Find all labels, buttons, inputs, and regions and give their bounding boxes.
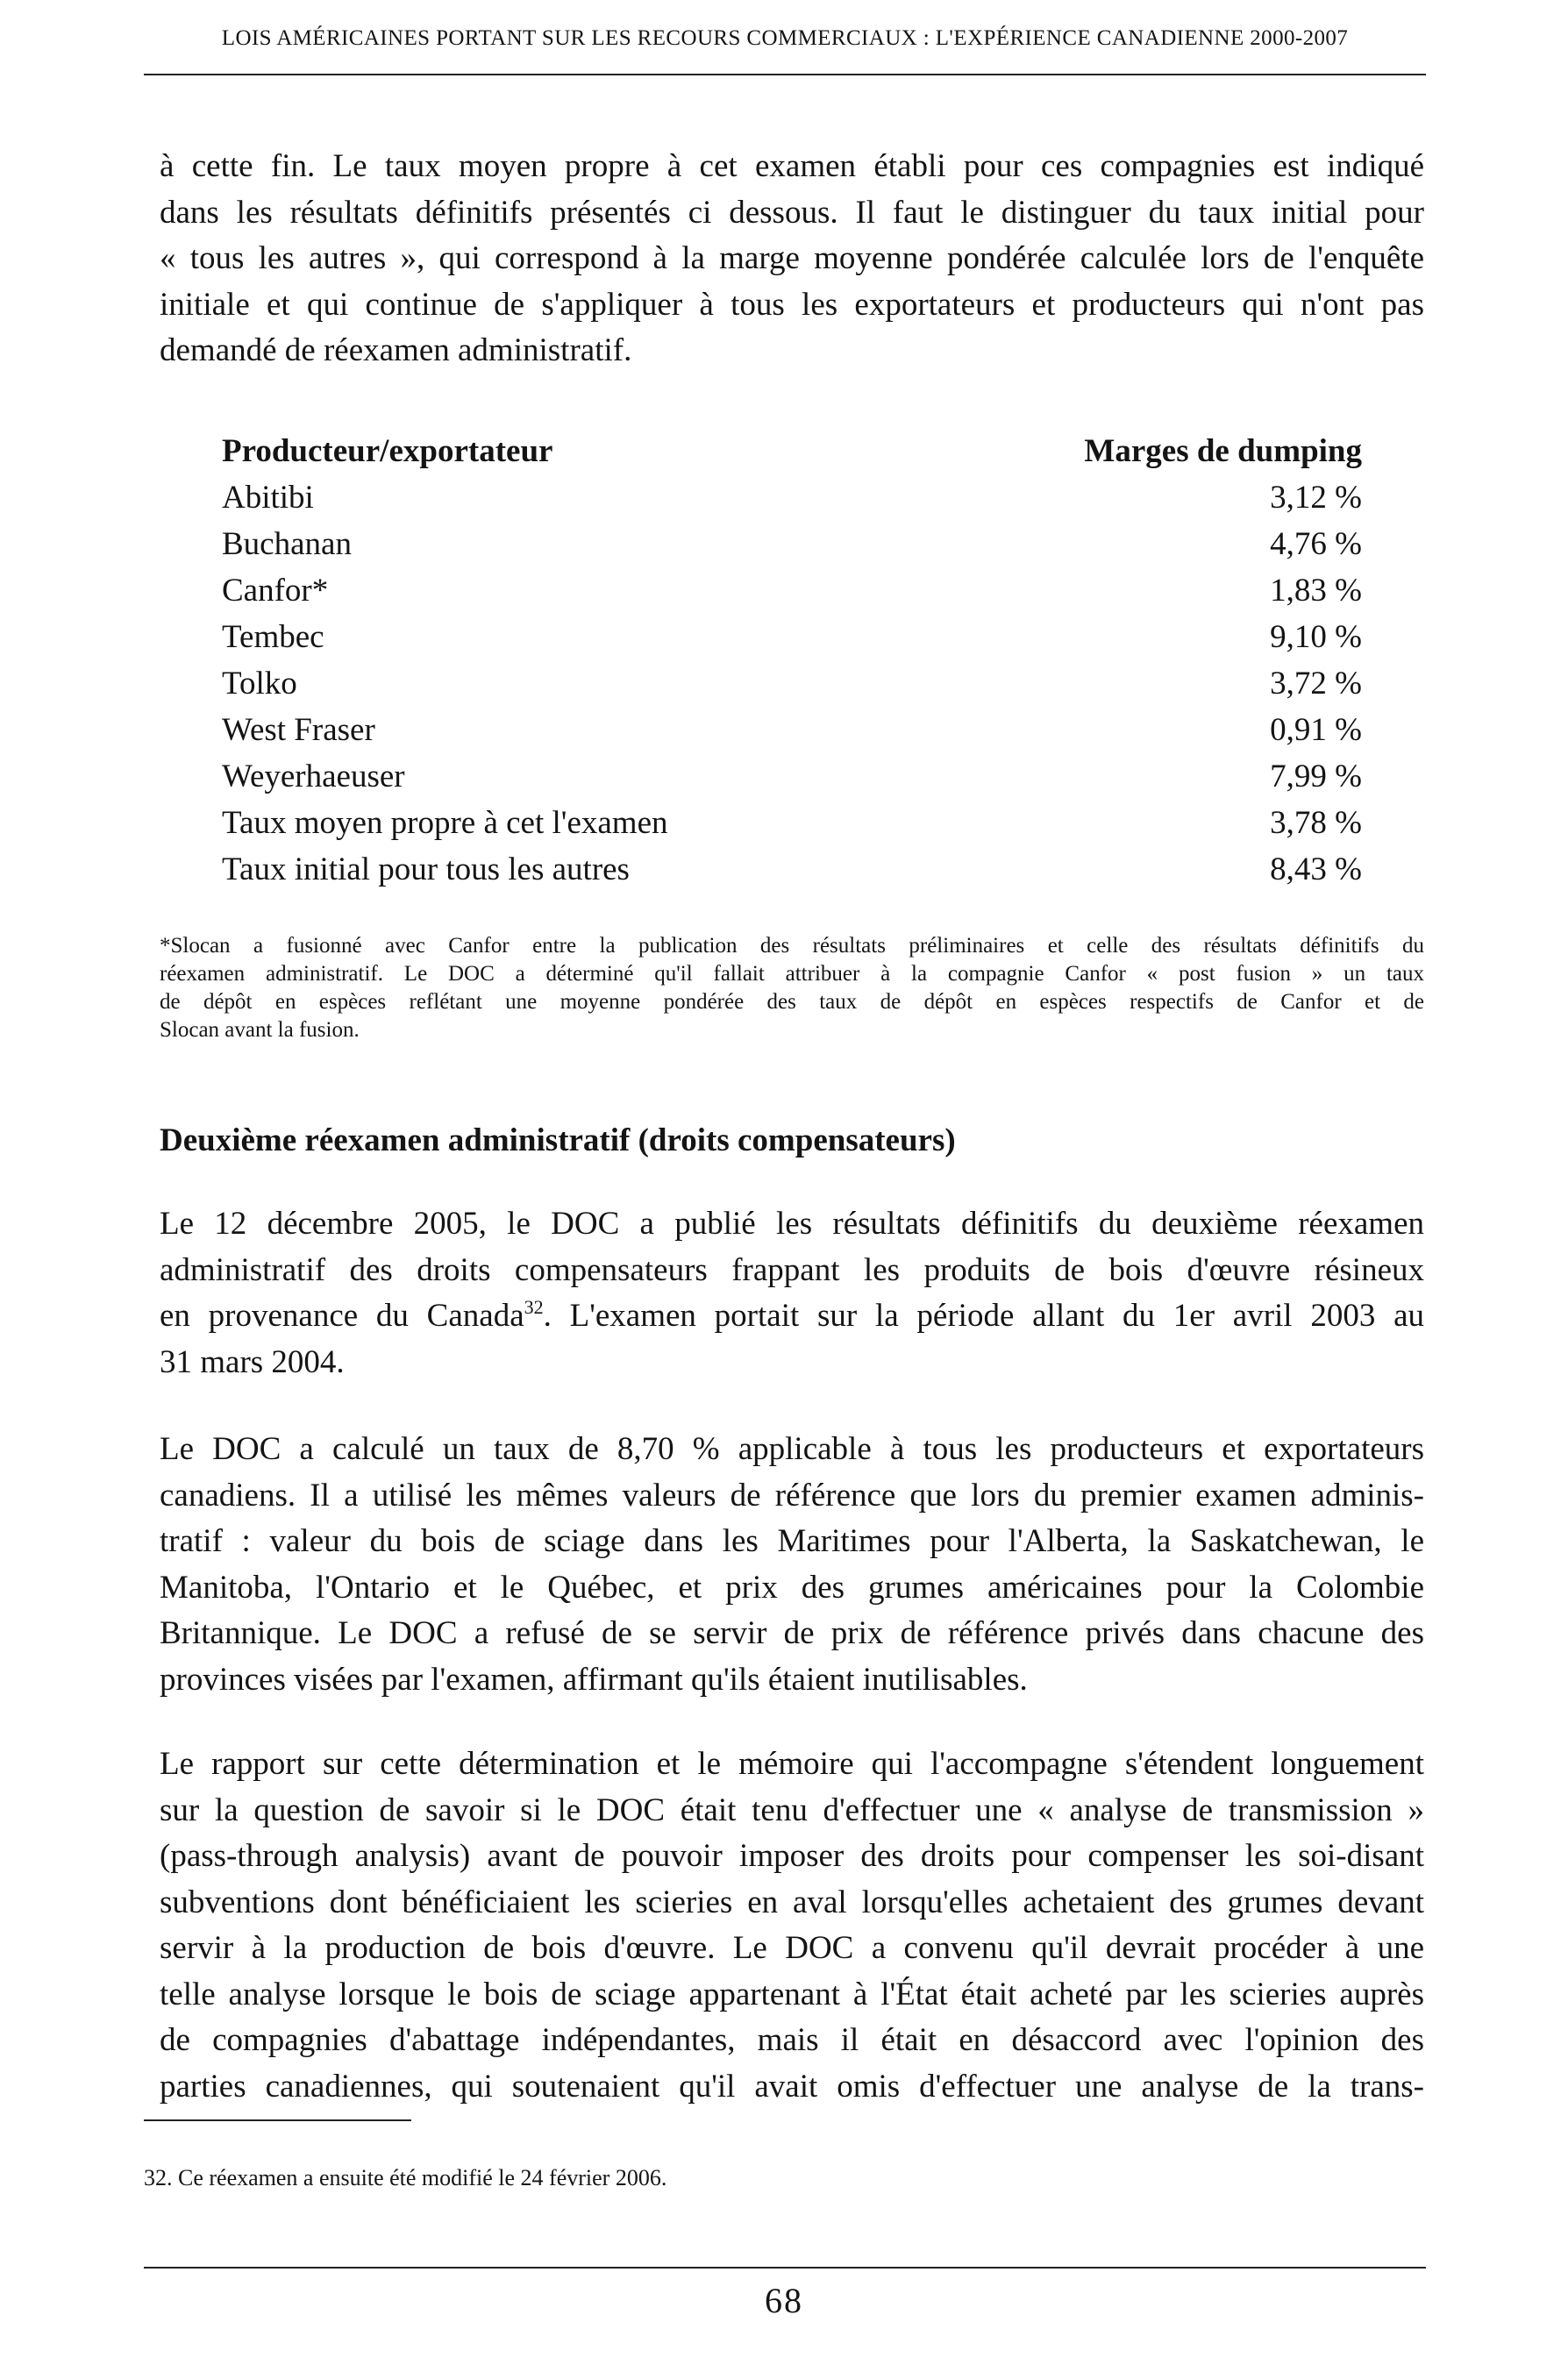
table-row (222, 800, 1362, 846)
producer-name: Weyerhaeuser (222, 759, 405, 794)
paragraph-line: dans les résultats définitifs présentés ci dessous. Il faut le distinguer du taux initial pour (160, 194, 1424, 231)
text-run: en provenance du Canada (160, 1298, 524, 1334)
note-line: réexamen administratif. Le DOC a déterminé qu'il fallait attribuer à la compagnie Canfor « post fusion » un taux (160, 962, 1424, 986)
note-line: de dépôt en espèces reflétant une moyenne pondérée des taux de dépôt en espèces respectifs de Canfor et de (160, 990, 1424, 1014)
column-header-margin: Marges de dumping (1084, 433, 1362, 469)
producer-name: Abitibi (222, 480, 314, 516)
dumping-margin: 3,78 % (1270, 805, 1362, 841)
table-header-row (222, 428, 1362, 474)
paragraph-line: Le DOC a calculé un taux de 8,70 % applicable à tous les producteurs et exportateurs (160, 1431, 1424, 1467)
section-heading: Deuxième réexamen administratif (droits compensateurs) (160, 1122, 956, 1158)
table-row (222, 567, 1362, 614)
page-bottom-rule (144, 2267, 1426, 2269)
paragraph-line: administratif des droits compensateurs frappant les produits de bois d'œuvre résineux (160, 1251, 1424, 1288)
intro-paragraph (160, 144, 1424, 374)
paragraph-line: initiale et qui continue de s'appliquer à tous les exportateurs et producteurs qui n'ont pas (160, 286, 1424, 323)
paragraph-line: à cette fin. Le taux moyen propre à cet examen établi pour ces compagnies est indiqué (160, 148, 1424, 184)
paragraph-line: (pass-through analysis) avant de pouvoir imposer des droits pour compenser les soi-disant (160, 1838, 1424, 1874)
text-run: . L'examen portait sur la période allant du 1er avril 2003 au (543, 1298, 1424, 1334)
paragraph-line: Le rapport sur cette détermination et le mémoire qui l'accompagne s'étendent longuement (160, 1746, 1424, 1782)
header-rule (144, 74, 1426, 75)
paragraph-line: telle analyse lorsque le bois de sciage appartenant à l'État était acheté par les scieries auprès (160, 1976, 1424, 2012)
paragraph-line: tratif : valeur du bois de sciage dans les Maritimes pour l'Alberta, la Saskatchewan, le (160, 1523, 1424, 1559)
paragraph-line: parties canadiennes, qui soutenaient qu'il avait omis d'effectuer une analyse de la trans- (160, 2068, 1424, 2105)
dumping-margin: 3,12 % (1270, 480, 1362, 516)
paragraph-line: canadiens. Il a utilisé les mêmes valeurs de référence que lors du premier examen adminis- (160, 1477, 1424, 1514)
page-number: 68 (765, 2281, 803, 2320)
paragraph-line: Manitoba, l'Ontario et le Québec, et prix des grumes américaines pour la Colombie (160, 1569, 1424, 1606)
dumping-margin: 1,83 % (1270, 573, 1362, 609)
table-row (222, 753, 1362, 800)
footnote: 32. Ce réexamen a ensuite été modifié le 24 février 2006. (144, 2165, 667, 2190)
dumping-margin: 4,76 % (1270, 526, 1362, 562)
table-note (160, 932, 1424, 1044)
table-row (222, 521, 1362, 567)
paragraph-line: servir à la production de bois d'œuvre. Le DOC a convenu qu'il devrait procéder à une (160, 1930, 1424, 1966)
paragraph-line: de compagnies d'abattage indépendantes, mais il était en désaccord avec l'opinion des (160, 2022, 1424, 2058)
producer-name: Buchanan (222, 526, 352, 562)
paragraph-line: 31 mars 2004. (160, 1343, 345, 1380)
producer-name: Taux moyen propre à cet l'examen (222, 805, 668, 841)
paragraph-1 (160, 1201, 1424, 1385)
producer-name: Taux initial pour tous les autres (222, 851, 630, 887)
footnote-reference: 32 (524, 1296, 544, 1318)
table-row (222, 474, 1362, 521)
paragraph-line: « tous les autres », qui correspond à la marge moyenne pondérée calculée lors de l'enquête (160, 240, 1424, 276)
dumping-margin: 8,43 % (1270, 851, 1362, 887)
paragraph-3 (160, 1742, 1424, 2110)
producer-name: Tolko (222, 666, 297, 702)
note-line: Slocan avant la fusion. (160, 1018, 360, 1042)
producer-name: Canfor* (222, 573, 329, 609)
dumping-margin: 9,10 % (1270, 619, 1362, 655)
producer-name: Tembec (222, 619, 324, 655)
paragraph-line (160, 1293, 1424, 1340)
producer-name: West Fraser (222, 712, 375, 748)
dumping-margin: 0,91 % (1270, 712, 1362, 748)
paragraph-2 (160, 1427, 1424, 1703)
table-row (222, 614, 1362, 660)
running-header: LOIS AMÉRICAINES PORTANT SUR LES RECOURS COMMERCIAUX : L'EXPÉRIENCE CANADIENNE 2000-2007 (221, 26, 1349, 50)
table-row (222, 707, 1362, 753)
note-line: *Slocan a fusionné avec Canfor entre la publication des résultats préliminaires et celle des résultats définitifs du (160, 934, 1424, 958)
dumping-margin: 7,99 % (1270, 759, 1362, 794)
paragraph-line: Britannique. Le DOC a refusé de se servir de prix de référence privés dans chacune des (160, 1615, 1424, 1651)
dumping-margins-table (222, 428, 1362, 893)
column-header-producer: Producteur/exportateur (222, 433, 553, 469)
paragraph-line: demandé de réexamen administratif. (160, 332, 632, 368)
table-row (222, 846, 1362, 893)
paragraph-line: provinces visées par l'examen, affirmant qu'ils étaient inutilisables. (160, 1661, 1028, 1698)
footnote-separator (144, 2119, 411, 2121)
dumping-margin: 3,72 % (1270, 666, 1362, 702)
paragraph-line: sur la question de savoir si le DOC était tenu d'effectuer une « analyse de transmission » (160, 1791, 1424, 1828)
paragraph-line: Le 12 décembre 2005, le DOC a publié les résultats définitifs du deuxième réexamen (160, 1206, 1424, 1242)
table-row (222, 660, 1362, 707)
paragraph-line: subventions dont bénéficiaient les scieries en aval lorsqu'elles achetaient des grumes devant (160, 1884, 1424, 1920)
